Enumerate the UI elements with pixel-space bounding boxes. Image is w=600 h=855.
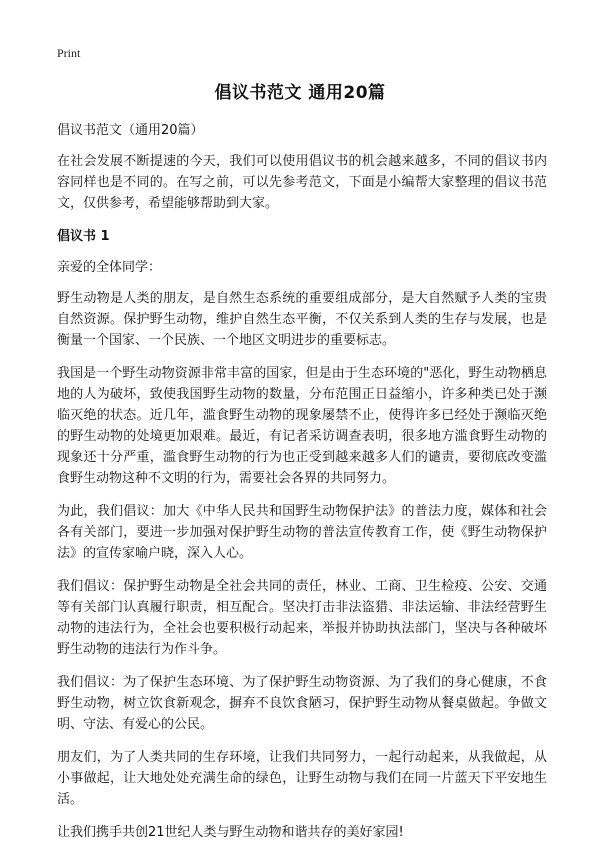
intro-paragraph: 在社会发展不断提速的今天，我们可以使用倡议书的机会越来越多，不同的倡议书内容同样也是不同的。在写之前，可以先参考范文，下面是小编帮大家整理的倡议书范文，仅供参考，希望能够帮助到大家。	[57, 154, 547, 211]
greeting: 亲爱的全体同学：	[57, 260, 162, 275]
document-body	[57, 120, 547, 855]
body-paragraph: 我们倡议：保护野生动物是全社会共同的责任，林业、工商、卫生检疫、公安、交通等有关部门认真履行职责，相互配合。坚决打击非法盗猎、非法运输、非法经营野生动物的违法行为，全社会也要积极行动起来，举报并协助执法部门，坚决与各种破坏野生动物的违法行为作斗争。	[57, 579, 547, 657]
document-title: 倡议书范文 通用20篇	[214, 83, 386, 103]
body-paragraph: 朋友们，为了人类共同的生存环境，让我们共同努力，一起行动起来，从我做起，从小事做起，让大地处处充满生命的绿色，让野生动物与我们在同一片蓝天下平安地生活。	[57, 750, 547, 807]
section-heading: 倡议书 1	[57, 229, 110, 244]
body-paragraph: 我们倡议：为了保护生态环境、为了保护野生动物资源、为了我们的身心健康，不食野生动物，树立饮食新观念，摒弃不良饮食陋习，保护野生动物从餐桌做起。争做文明、守法、有爱心的公民。	[57, 675, 547, 732]
body-paragraph: 为此，我们倡议：加大《中华人民共和国野生动物保护法》的普法力度，媒体和社会各有关部门，要进一步加强对保护野生动物的普法宣传教育工作，使《野生动物保护法》的宣传家喻户晓，深入人心。	[57, 504, 547, 561]
body-paragraph: 我国是一个野生动物资源非常丰富的国家，但是由于生态环境的"恶化，野生动物栖息地的人为破坏，致使我国野生动物的数量，分布范围正日益缩小，许多种类已处于濒临灭绝的状态。近几年，滥食野生动物的现象屡禁不止，使得许多已经处于濒临灭绝的野生动物的处境更加艰难。最近，有记者采访调查表明，很多地方滥食野生动物的现象还十分严重，滥食野生动物的行为也正受到越来越多人们的谴责，要彻底改变滥食野生动物这种不文明的行为，需要社会各界的共同努力。	[57, 366, 547, 486]
document-subtitle: 倡议书范文（通用20篇）	[57, 123, 204, 138]
body-paragraph: 野生动物是人类的朋友，是自然生态系统的重要组成部分，是大自然赋予人类的宝贵自然资源。保护野生动物，维护自然生态平衡，不仅关系到人类的生存与发展，也是衡量一个国家、一个民族、一个地区文明进步的重要标志。	[57, 291, 547, 348]
print-label[interactable]: Print	[57, 46, 81, 60]
closing-paragraph: 让我们携手共创21世纪人类与野生动物和谐共存的美好家园!	[57, 825, 404, 840]
